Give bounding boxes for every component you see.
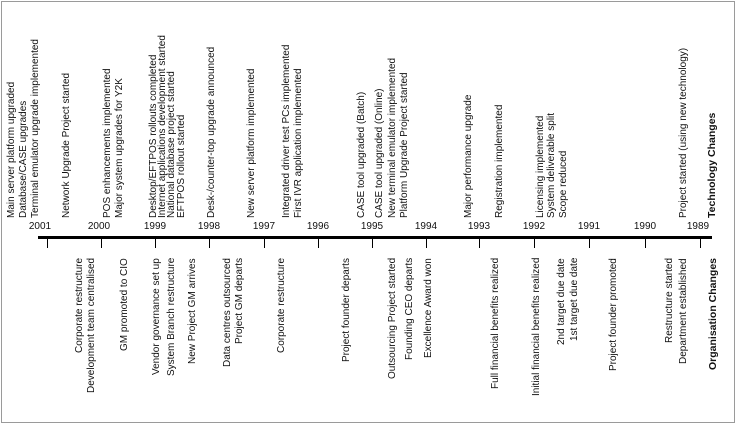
year-label-1994: 1994 — [414, 221, 438, 232]
tech-event-1999-1: Desktop/EFTPOS rollouts completed — [148, 54, 159, 218]
tech-event-1995-4: Platform Upgrade Project started — [399, 72, 410, 218]
tech-event-1995-3: New terminal emulator implemented — [387, 57, 398, 218]
org-event-1997-1: Corporate restructure — [276, 257, 287, 353]
technology-changes-heading: Technology Changes — [706, 112, 718, 218]
org-event-1990-1: Project founder promoted — [608, 258, 619, 371]
year-label-1990: 1990 — [633, 221, 657, 232]
org-event-2000-3: GM promoted to CIO — [119, 258, 130, 351]
org-event-1989-2: Department established — [678, 258, 689, 364]
year-tick — [700, 239, 701, 248]
year-label-2000: 2000 — [87, 221, 111, 232]
year-tick — [209, 239, 210, 248]
org-event-2000-1: Corporate restructure — [74, 257, 85, 353]
org-event-1995-2: Founding CEO departs — [404, 257, 415, 360]
org-event-1999-2: System Branch restructure — [166, 257, 177, 376]
tech-event-1996-2: First IVR application implemented — [293, 68, 304, 218]
tech-event-1992-4: Scope reduced — [558, 150, 569, 218]
year-label-1997: 1997 — [252, 221, 276, 232]
tech-event-1998-1: Desk-/counter-top upgrade announced — [206, 46, 217, 218]
org-event-1991-1: 2nd target due date — [556, 258, 567, 345]
tech-event-2001-1: Main server platform upgraded — [6, 81, 17, 218]
org-event-1995-3: Excellence Award won — [423, 258, 434, 358]
organisation-changes-heading: Organisation Changes — [707, 257, 719, 370]
org-event-1999-3: New Project GM arrives — [187, 258, 198, 364]
tech-event-1992-3: System deliverable split — [546, 112, 557, 218]
tech-event-1999-3: National database project started — [166, 71, 177, 218]
org-event-2000-2: Development team centralised — [86, 257, 97, 393]
org-event-1991-2: 1st target due date — [569, 257, 580, 341]
year-tick — [318, 239, 319, 248]
year-tick — [47, 239, 48, 248]
year-tick — [589, 239, 590, 248]
org-event-1996-1: Project founder departs — [341, 258, 352, 362]
timeline-axis — [38, 236, 712, 239]
year-label-1999: 1999 — [143, 221, 167, 232]
tech-event-1995-1: CASE tool upgraded (Batch) — [356, 91, 367, 218]
year-tick — [155, 239, 156, 248]
tech-event-1996-1: Integrated driver test PCs implemented — [281, 44, 292, 218]
year-label-1989: 1989 — [686, 221, 710, 232]
year-label-1991: 1991 — [577, 221, 601, 232]
tech-event-2001-2: Database/CASE upgrades — [18, 100, 29, 218]
year-tick — [426, 239, 427, 248]
year-label-1995: 1995 — [360, 221, 384, 232]
tech-event-1999-4: EFTPOS rollout started — [176, 114, 187, 218]
tech-event-2000-1: Network Upgrade Project started — [61, 72, 72, 218]
tech-event-1989-1: Project started (using new technology) — [678, 47, 689, 218]
org-event-1993-1: Full financial benefits realized — [490, 257, 501, 389]
year-tick — [264, 239, 265, 248]
year-label-1996: 1996 — [306, 221, 330, 232]
year-label-2001: 2001 — [28, 221, 52, 232]
year-tick — [534, 239, 535, 248]
org-event-1992-1: Initial financial benefits realized — [531, 257, 542, 396]
tech-event-1993-1: Major performance upgrade — [463, 94, 474, 218]
year-label-1993: 1993 — [467, 221, 491, 232]
year-label-1992: 1992 — [522, 221, 546, 232]
tech-event-1992-2: Licensing implemented — [535, 115, 546, 218]
year-tick — [101, 239, 102, 248]
org-event-1999-1: Vendor governance set up — [151, 258, 162, 375]
org-event-1995-1: Outsourcing Project started — [387, 257, 398, 379]
tech-event-2000-2: POS enhancements implemented — [102, 68, 113, 218]
year-label-1998: 1998 — [197, 221, 221, 232]
tech-event-1997-1: New server platform implemented — [246, 68, 257, 218]
tech-event-2000-3: Major system upgrades for Y2K — [114, 78, 125, 218]
tech-event-1995-2: CASE tool upgraded (Online) — [374, 88, 385, 218]
tech-event-2001-3: Terminal emulator upgrade implemented — [30, 39, 41, 218]
org-event-1989-1: Restructure started — [664, 257, 675, 343]
tech-event-1992-1: Registration implemented — [494, 104, 505, 218]
year-tick — [479, 239, 480, 248]
year-tick — [645, 239, 646, 248]
year-tick — [372, 239, 373, 248]
org-event-1998-1: Data centres outsourced — [222, 258, 233, 367]
org-event-1998-2: Project GM departs — [234, 257, 245, 344]
tech-event-1999-2: Internet applications development started — [157, 35, 168, 218]
